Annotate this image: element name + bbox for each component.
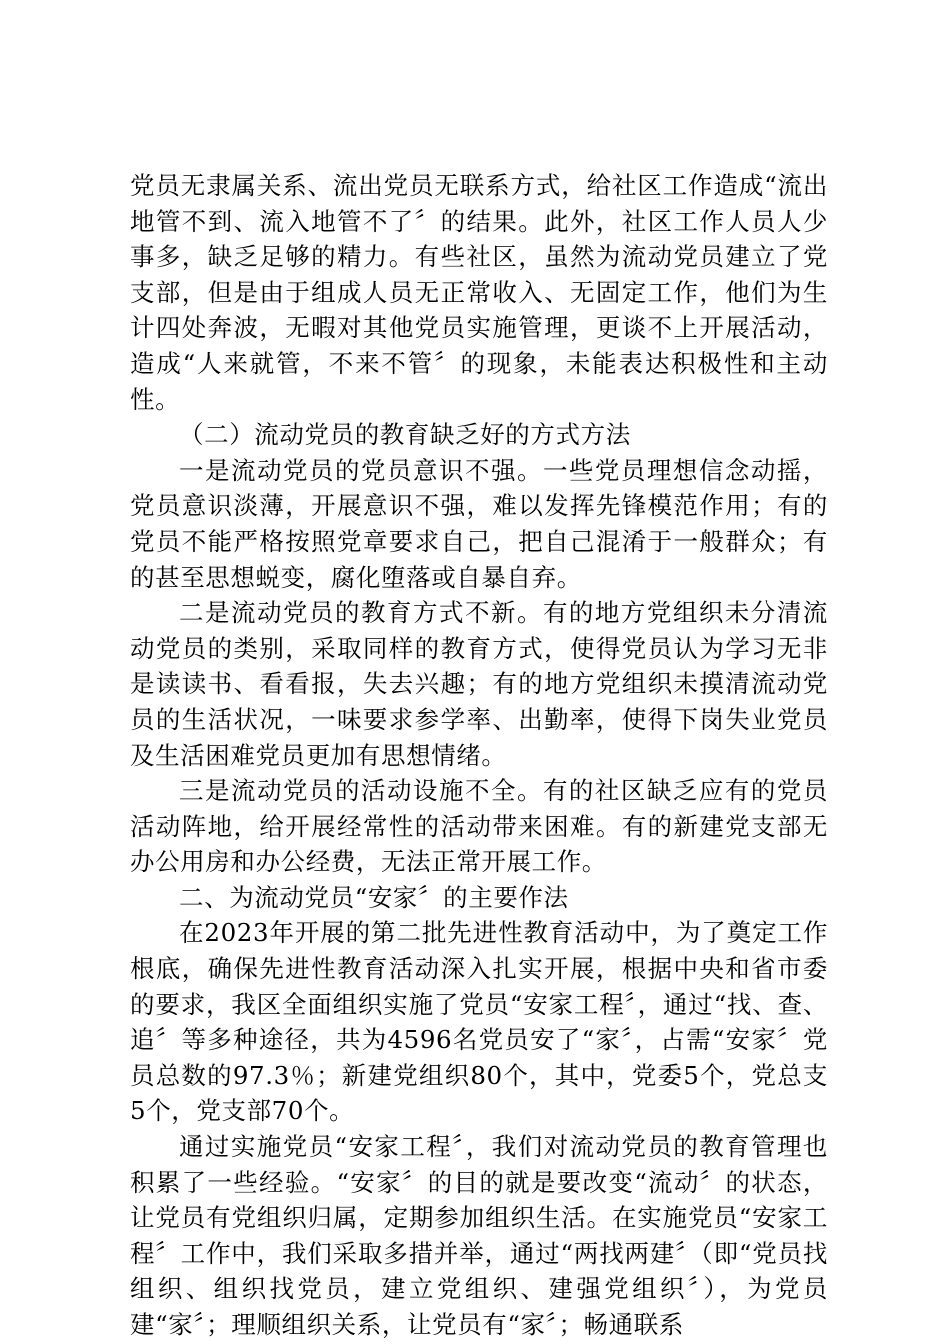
paragraph-2023-activity: 在2023年开展的第二批先进性教育活动中，为了奠定工作根底，确保先进性教育活动深入扎实开展，根据中央和省市委的要求，我区全面组织实施了党员“安家工程〞，通过“找、查、追〞等多种途径，共为4596名党员安了“家〞，占需“安家〞党员总数的97.3％；新建党组织80个，其中，党委5个，党总支5个，党支部70个。: [130, 918, 828, 1126]
paragraph-education-method: 二是流动党员的教育方式不新。有的地方党组织未分清流动党员的类别，采取同样的教育方式，使得党员认为学习无非是读读书、看看报，失去兴趣；有的地方党组织未摸清流动党员的生活状况，一味要求参学率、出勤率，使得下岗失业党员及生活困难党员更加有思想情绪。: [130, 598, 828, 770]
section-heading-2: （二）流动党员的教育缺乏好的方式方法: [179, 420, 631, 450]
document-body: [130, 168, 828, 1343]
paragraph-facilities: 三是流动党员的活动设施不全。有的社区缺乏应有的党员活动阵地，给开展经常性的活动带来困难。有的新建党支部无办公用房和办公经费，无法正常开展工作。: [130, 776, 828, 877]
paragraph-party-awareness: 一是流动党员的党员意识不强。一些党员理想信念动摇，党员意识淡薄，开展意识不强，难以发挥先锋模范作用；有的党员不能严格按照党章要求自己，把自己混淆于一般群众；有的甚至思想蜕变，腐化堕落或自暴自弃。: [130, 455, 828, 592]
paragraph-continuation: 党员无隶属关系、流出党员无联系方式，给社区工作造成“流出地管不到、流入地管不了〞的结果。此外，社区工作人员人少事多，缺乏足够的精力。有些社区，虽然为流动党员建立了党支部，但是由于组成人员无正常收入、无固定工作，他们为生计四处奔波，无暇对其他党员实施管理，更谈不上开展活动，造成“人来就管，不来不管〞的现象，未能表达积极性和主动性。: [130, 171, 828, 414]
section-heading-main-practice: 二、为流动党员“安家〞的主要作法: [179, 882, 569, 912]
paragraph-experience: 通过实施党员“安家工程〞，我们对流动党员的教育管理也积累了一些经验。“安家〞的目的就是要改变“流动〞的状态，让党员有党组织归属，定期参加组织生活。在实施党员“安家工程〞工作中，我们采取多措并举，通过“两找两建〞（即“党员找组织、组织找党员，建立党组织、建强党组织〞），为党员建“家〞；理顺组织关系，让党员有“家〞；畅通联系: [130, 1132, 828, 1339]
